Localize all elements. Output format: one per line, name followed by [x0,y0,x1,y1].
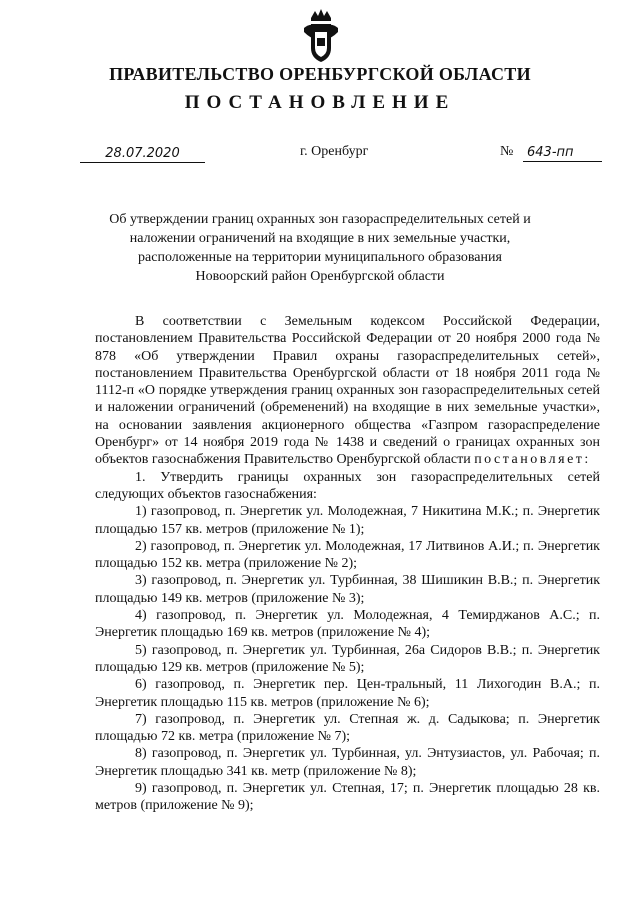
document-type: ПОСТАНОВЛЕНИЕ [184,92,456,113]
list-item: 8) газопровод, п. Энергетик ул. Турбинная, ул. Энтузиастов, ул. Рабочая; п. Энергетик площадью 341 кв. метр (приложение № 8); [95,746,600,779]
document-date: 28.07.2020 [80,145,205,163]
title-line: Об утверждении границ охранных зон газораспределительных сетей и [109,212,531,227]
decree-word: постановляет: [474,452,591,468]
document-city: г. Оренбург [300,144,369,159]
coat-of-arms-icon [301,8,341,64]
document-title [95,210,545,286]
title-line: расположенные на территории муниципального образования [138,250,502,265]
list-item: 4) газопровод, п. Энергетик ул. Молодежная, 4 Темирджанов А.С.; п. Энергетик площадью 169 кв. метров (приложение № 4); [95,608,600,641]
list-item: 7) газопровод, п. Энергетик ул. Степная ж. д. Садыкова; п. Энергетик площадью 72 кв. метра (приложение № 7); [95,711,600,745]
document-number: 643-пп [523,144,602,162]
preamble-paragraph [95,313,600,469]
government-name: ПРАВИТЕЛЬСТВО ОРЕНБУРГСКОЙ ОБЛАСТИ [109,64,531,84]
list-item: 6) газопровод, п. Энергетик пер. Цен-тральный, 11 Лихогодин В.А.; п. Энергетик площадью 115 кв. метров (приложение № 6); [95,677,600,710]
number-sign: № [500,144,514,159]
list-item: 9) газопровод, п. Энергетик ул. Степная, 17; п. Энергетик площадью 28 кв. метров (приложение № 9); [95,781,600,814]
list-item: 5) газопровод, п. Энергетик ул. Турбинная, 26а Сидоров В.В.; п. Энергетик площадью 129 кв. метров (приложение № 5); [95,642,600,675]
title-line: наложении ограничений на входящие в них земельные участки, [129,231,511,246]
document-body [95,313,600,815]
list-item: 2) газопровод, п. Энергетик ул. Молодежная, 17 Литвинов А.И.; п. Энергетик площадью 152 кв. метра (приложение № 2); [95,538,600,572]
preamble-text: В соответствии с Земельным кодексом Российской Федерации, постановлением Правительства Российской Федерации от 20 ноября 2000 года № 878 «Об утверждении Правил охраны газораспределительных сетей», постановлением Правительства Оренбургской области от 18 ноября 2011 года № 1112-п «О порядке утверждения границ охранных зон газораспределительных сетей и наложении ограничений (обременений) на входящие в них земельные участки», на основании заявления акционерного общества «Газпром газораспределение Оренбург» от 14 ноября 2019 года № 1438 и сведений о границах охранных зон объектов газоснабжения Правительство Оренбургской области [95,314,600,468]
list-item: 3) газопровод, п. Энергетик ул. Турбинная, 38 Шишикин В.В.; п. Энергетик площадью 149 кв. метров (приложение № 3); [95,573,600,606]
item-1: 1. Утвердить границы охранных зон газораспределительных сетей следующих объектов газоснабжения: [95,469,600,502]
title-line: Новоорский район Оренбургской области [195,269,445,284]
list-item: 1) газопровод, п. Энергетик ул. Молодежная, 7 Никитина М.К.; п. Энергетик площадью 157 кв. метров (приложение № 1); [95,504,600,537]
